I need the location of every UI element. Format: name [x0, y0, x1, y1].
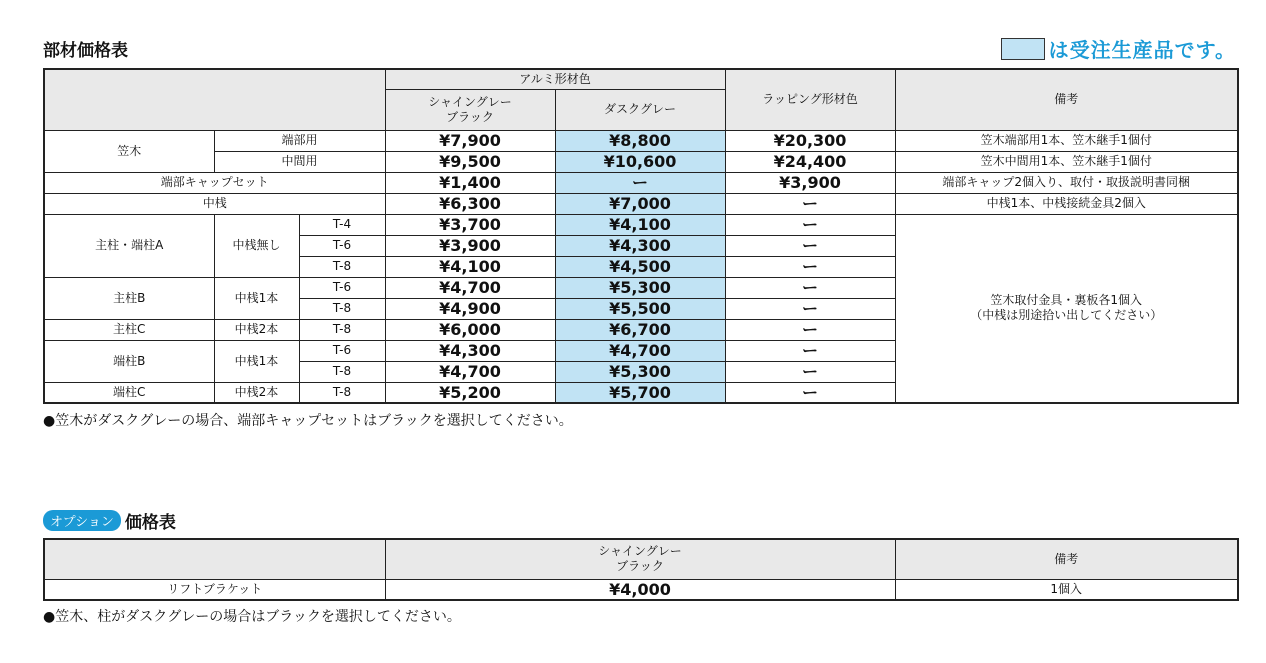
price-wrap: ー [725, 361, 895, 382]
price-shine: ¥4,100 [385, 256, 555, 277]
price-dusk: ¥8,800 [555, 130, 725, 151]
price-dusk: ¥4,300 [555, 235, 725, 256]
price-shine: ¥6,300 [385, 193, 555, 214]
header-alumi: アルミ形材色 [385, 69, 725, 89]
remark: 笠木中間用1本、笠木継手1個付 [895, 151, 1238, 172]
row-type: T-8 [299, 256, 385, 277]
price-dusk: ¥4,100 [555, 214, 725, 235]
remark-posts-line2: （中桟は別途拾い出してください） [970, 308, 1163, 323]
row-type: T-8 [299, 319, 385, 340]
price-dusk: ¥10,600 [555, 151, 725, 172]
price-dusk: ¥4,700 [555, 340, 725, 361]
row-type: T-8 [299, 382, 385, 403]
price-wrap: ー [725, 277, 895, 298]
row-tanchu-c: 端柱C [44, 382, 214, 403]
row-shuchu-c: 主柱C [44, 319, 214, 340]
option-title [43, 508, 176, 533]
price-wrap: ¥3,900 [725, 172, 895, 193]
row-one: 中桟1本 [214, 340, 299, 382]
row-kasagi: 笠木 [44, 130, 214, 172]
header-wrap: ラッピング形材色 [725, 69, 895, 130]
option-price-table [43, 538, 1239, 601]
header-dusk: ダスクグレー [555, 89, 725, 130]
option-item: リフトブラケット [44, 579, 385, 600]
price-shine: ¥1,400 [385, 172, 555, 193]
made-to-order-legend [1001, 34, 1236, 63]
row-tanchu-b: 端柱B [44, 340, 214, 382]
parts-price-table [43, 68, 1239, 404]
header-blank [44, 69, 385, 130]
row-type: T-6 [299, 277, 385, 298]
row-tanbu: 端部用 [214, 130, 385, 151]
row-nashi: 中桟無し [214, 214, 299, 277]
parts-note: ●笠木がダスクグレーの場合、端部キャップセットはブラックを選択してください。 [43, 413, 573, 429]
row-type: T-6 [299, 340, 385, 361]
row-nakasan: 中桟 [44, 193, 385, 214]
price-wrap: ー [725, 235, 895, 256]
price-wrap: ー [725, 340, 895, 361]
price-dusk: ¥5,300 [555, 277, 725, 298]
price-dusk: ¥5,500 [555, 298, 725, 319]
row-type: T-8 [299, 361, 385, 382]
price-shine: ¥4,700 [385, 361, 555, 382]
row-cap: 端部キャップセット [44, 172, 385, 193]
row-shuchu-a: 主柱・端柱A [44, 214, 214, 277]
legend-text: は受注生産品です。 [1048, 38, 1236, 62]
legend-swatch [1001, 38, 1045, 60]
price-wrap: ¥20,300 [725, 130, 895, 151]
price-shine: ¥4,300 [385, 340, 555, 361]
option-header-blank [44, 539, 385, 579]
row-type: T-8 [299, 298, 385, 319]
price-shine: ¥6,000 [385, 319, 555, 340]
price-shine: ¥9,500 [385, 151, 555, 172]
price-shine: ¥5,200 [385, 382, 555, 403]
price-wrap: ー [725, 382, 895, 403]
price-wrap: ー [725, 319, 895, 340]
option-header-remarks: 備考 [895, 539, 1238, 579]
remark: 中桟1本、中桟接続金具2個入 [895, 193, 1238, 214]
price-shine: ¥3,700 [385, 214, 555, 235]
price-dusk: ¥5,700 [555, 382, 725, 403]
option-title-text: 価格表 [124, 513, 176, 533]
price-wrap: ¥24,400 [725, 151, 895, 172]
option-remark: 1個入 [895, 579, 1238, 600]
row-type: T-4 [299, 214, 385, 235]
remark: 笠木端部用1本、笠木継手1個付 [895, 130, 1238, 151]
option-note: ●笠木、柱がダスクグレーの場合はブラックを選択してください。 [43, 609, 461, 625]
row-two: 中桟2本 [214, 382, 299, 403]
row-two: 中桟2本 [214, 319, 299, 340]
option-price: ¥4,000 [385, 579, 895, 600]
price-shine: ¥7,900 [385, 130, 555, 151]
row-one: 中桟1本 [214, 277, 299, 319]
header-shine: シャイングレー ブラック [385, 89, 555, 130]
price-dusk: ー [555, 172, 725, 193]
remark: 端部キャップ2個入り、取付・取扱説明書同梱 [895, 172, 1238, 193]
price-wrap: ー [725, 193, 895, 214]
remark-posts-line1: 笠木取付金具・裏板各1個入 [990, 293, 1143, 308]
option-header-color: シャイングレー ブラック [385, 539, 895, 579]
price-dusk: ¥6,700 [555, 319, 725, 340]
price-dusk: ¥4,500 [555, 256, 725, 277]
option-badge: オプション [43, 510, 121, 531]
price-shine: ¥3,900 [385, 235, 555, 256]
price-shine: ¥4,700 [385, 277, 555, 298]
page-title: 部材価格表 [43, 41, 128, 61]
row-chukan: 中間用 [214, 151, 385, 172]
price-dusk: ¥5,300 [555, 361, 725, 382]
remark-posts [895, 214, 1238, 403]
row-type: T-6 [299, 235, 385, 256]
row-shuchu-b: 主柱B [44, 277, 214, 319]
price-dusk: ¥7,000 [555, 193, 725, 214]
price-wrap: ー [725, 256, 895, 277]
price-wrap: ー [725, 298, 895, 319]
price-shine: ¥4,900 [385, 298, 555, 319]
price-wrap: ー [725, 214, 895, 235]
header-remarks: 備考 [895, 69, 1238, 130]
